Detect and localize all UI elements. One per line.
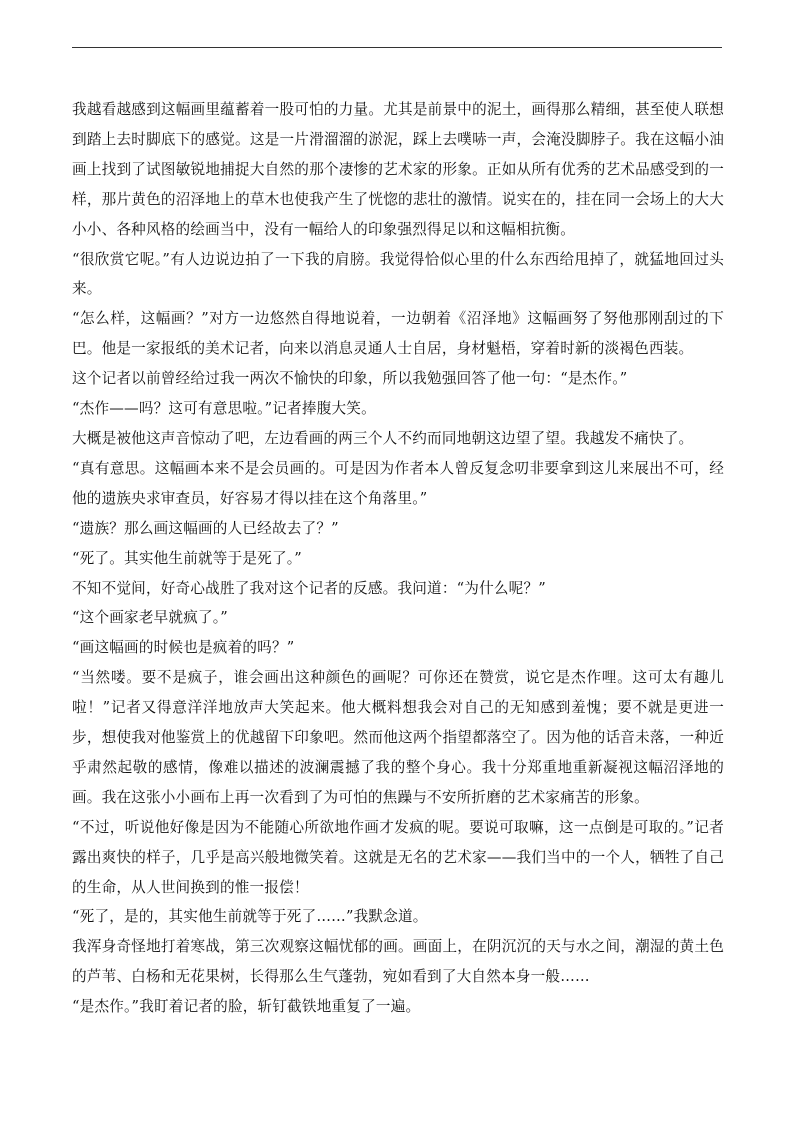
paragraph-6: 大概是被他这声音惊动了吧，左边看画的两三个人不约而同地朝这边望了望。我越发不痛快了。	[72, 429, 694, 447]
paragraph-15: “死了，是的，其实他生前就等于死了……”我默念道。	[72, 908, 428, 926]
paragraph-5: “杰作——吗？这可有意思啦。”记者捧腹大笑。	[72, 400, 376, 418]
paragraph-10: 不知不觉间，好奇心战胜了我对这个记者的反感。我问道：“为什么呢？”	[72, 579, 546, 597]
paragraph-3: “怎么样，这幅画？”对方一边悠然自得地说着，一边朝着《沼泽地》这幅画努了努他那刚刮过的下巴。他是一家报纸的美术记者，向来以消息灵通人士自居，身材魁梧，穿着时新的淡褐色西装。	[72, 310, 724, 358]
header-rule	[72, 47, 722, 48]
document-body	[72, 95, 724, 1022]
paragraph-13: “当然喽。要不是疯子，谁会画出这种颜色的画呢？可你还在赞赏，说它是杰作哩。这可太有趣儿啦！”记者又得意洋洋地放声大笑起来。他大概料想我会对自己的无知感到羞愧；要不就是更进一步，想使我对他鉴赏上的优越留下印象吧。然而他这两个指望都落空了。因为他的话音未落，一种近乎肃然起敬的感情，像难以描述的波澜震撼了我的整个身心。我十分郑重地重新凝视这幅沼泽地的画。我在这张小小画布上再一次看到了为可怕的焦躁与不安所折磨的艺术家痛苦的形象。	[72, 669, 724, 806]
paragraph-14: “不过，听说他好像是因为不能随心所欲地作画才发疯的呢。要说可取嘛，这一点倒是可取的。”记者露出爽快的样子，几乎是高兴般地微笑着。这就是无名的艺术家——我们当中的一个人，牺牲了自己的生命，从人世间换到的惟一报偿！	[72, 818, 724, 896]
paragraph-7: “真有意思。这幅画本来不是会员画的。可是因为作者本人曾反复念叨非要拿到这儿来展出不可，经他的遗族央求审查员，好容易才得以挂在这个角落里。”	[72, 459, 724, 507]
paragraph-1: 我越看越感到这幅画里蕴蓄着一股可怕的力量。尤其是前景中的泥土，画得那么精细，甚至使人联想到踏上去时脚底下的感觉。这是一片滑溜溜的淤泥，踩上去噗哧一声，会淹没脚脖子。我在这幅小油画上找到了试图敏锐地捕捉大自然的那个凄惨的艺术家的形象。正如从所有优秀的艺术品感受到的一样，那片黄色的沼泽地上的草木也使我产生了恍惚的悲壮的激情。说实在的，挂在同一会场上的大大小小、各种风格的绘画当中，没有一幅给人的印象强烈得足以和这幅相抗衡。	[72, 101, 724, 238]
paragraph-16: 我浑身奇怪地打着寒战，第三次观察这幅忧郁的画。画面上，在阴沉沉的天与水之间，潮湿的黄土色的芦苇、白杨和无花果树，长得那么生气蓬勃，宛如看到了大自然本身一般……	[72, 938, 724, 986]
paragraph-12: “画这幅画的时候也是疯着的吗？”	[72, 639, 295, 657]
paragraph-2: “很欣赏它呢。”有人边说边拍了一下我的肩膀。我觉得恰似心里的什么东西给甩掉了，就猛地回过头来。	[72, 250, 724, 298]
paragraph-8: “遗族？那么画这幅画的人已经故去了？”	[72, 519, 339, 537]
paragraph-9: “死了。其实他生前就等于是死了。”	[72, 549, 302, 567]
paragraph-4: 这个记者以前曾经给过我一两次不愉快的印象，所以我勉强回答了他一句：“是杰作。”	[72, 370, 628, 388]
paragraph-11: “这个画家老早就疯了。”	[72, 609, 228, 627]
paragraph-17: “是杰作。”我盯着记者的脸，斩钉截铁地重复了一遍。	[72, 998, 421, 1016]
